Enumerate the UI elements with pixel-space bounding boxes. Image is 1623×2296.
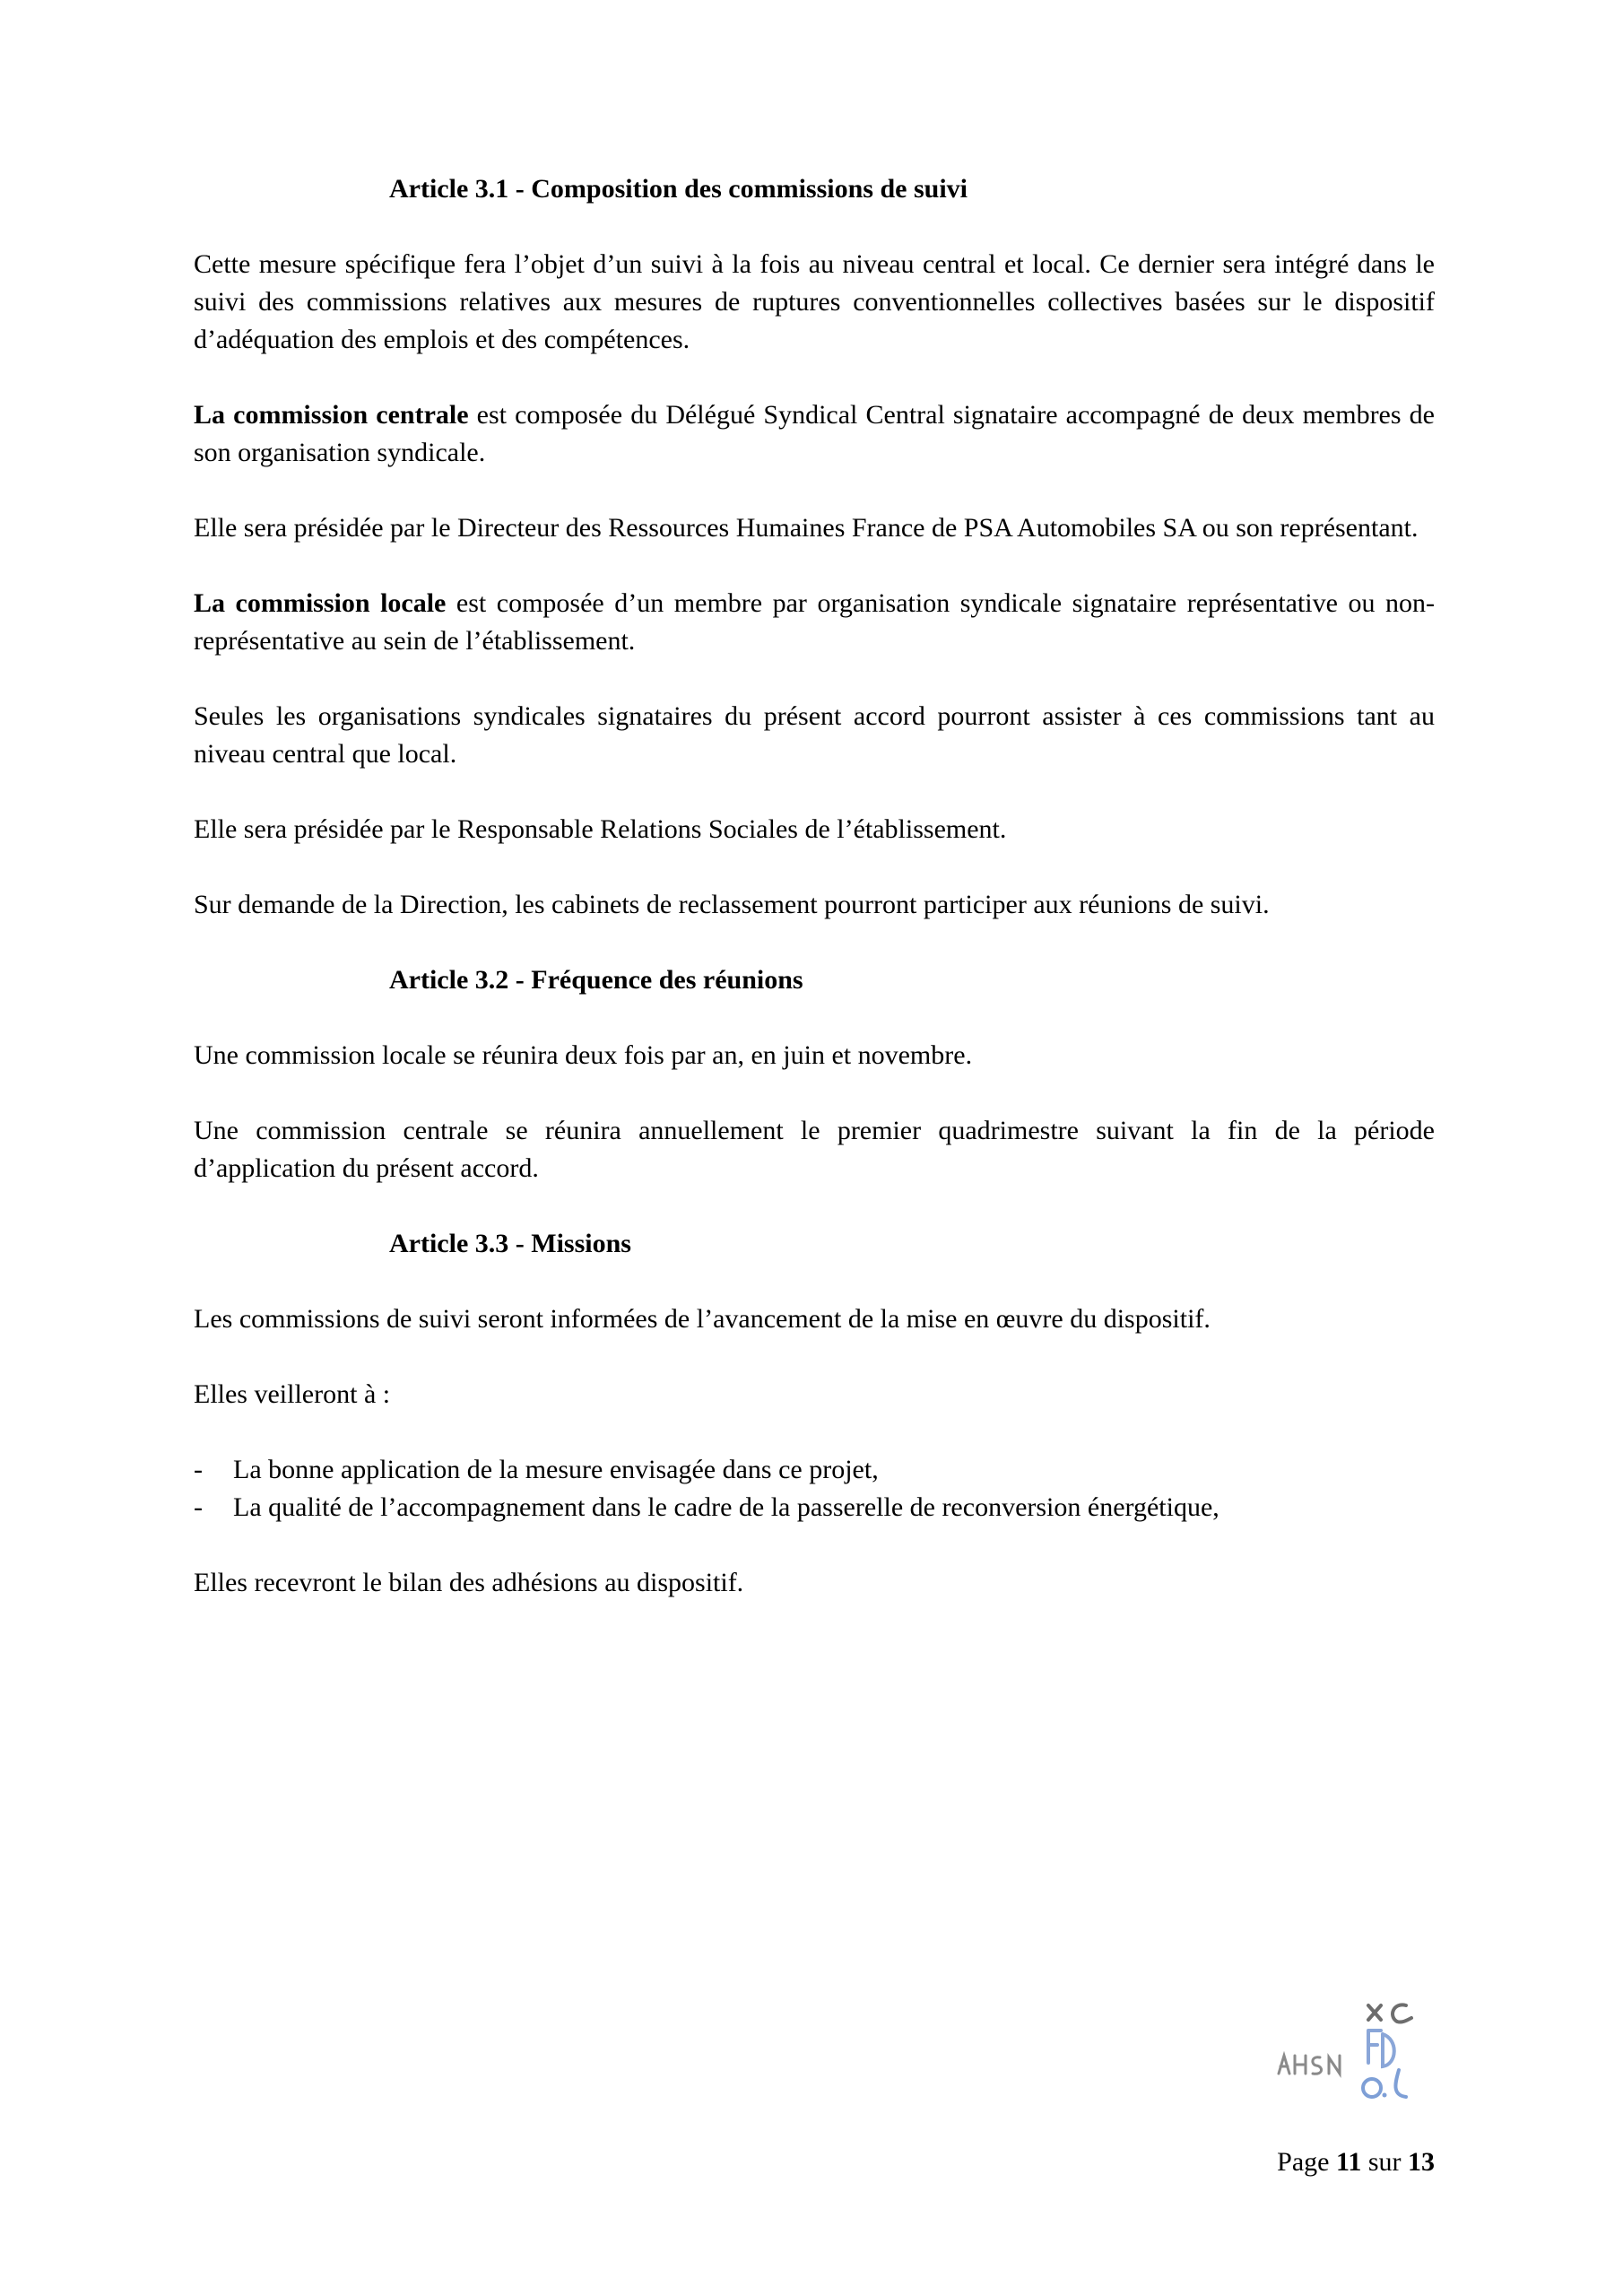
article-3-1-paragraph-4 bbox=[194, 585, 1435, 660]
article-3-1-heading: Article 3.1 - Composition des commissions de suivi bbox=[389, 174, 968, 204]
page-separator: sur bbox=[1367, 2147, 1402, 2177]
article-3-2-paragraph-2: Une commission centrale se réunira annuellement le premier quadrimestre suivant la fin de la période d’application du présent accord. bbox=[194, 1116, 1435, 1183]
page-footer bbox=[1277, 2144, 1435, 2181]
signature-initials bbox=[1271, 1984, 1451, 2118]
article-3-3-paragraph-1: Les commissions de suivi seront informées de l’avancement de la mise en œuvre du dispositif. bbox=[194, 1304, 1211, 1334]
article-3-3-heading: Article 3.3 - Missions bbox=[389, 1229, 631, 1258]
list-item-text: La bonne application de la mesure envisagée dans ce projet, bbox=[233, 1455, 879, 1484]
article-3-2-paragraph-1: Une commission locale se réunira deux fois par an, en juin et novembre. bbox=[194, 1040, 973, 1070]
article-3-1-paragraph-2 bbox=[194, 396, 1435, 472]
page-label: Page bbox=[1277, 2147, 1330, 2177]
list-item bbox=[194, 1451, 1435, 1489]
article-3-3-paragraph-3: Elles recevront le bilan des adhésions au dispositif. bbox=[194, 1568, 744, 1597]
commission-locale-label: La commission locale bbox=[194, 588, 447, 618]
article-3-1-paragraph-5: Seules les organisations syndicales signataires du présent accord pourront assister à ces commissions tant au niveau central que local. bbox=[194, 701, 1435, 769]
list-item-text: La qualité de l’accompagnement dans le cadre de la passerelle de reconversion énergétique, bbox=[233, 1492, 1219, 1522]
list-item bbox=[194, 1489, 1435, 1526]
article-3-1-paragraph-1: Cette mesure spécifique fera l’objet d’un suivi à la fois au niveau central et local. Ce dernier sera intégré dans le suivi des commissions relatives aux mesures de ruptures conventionnelles collectives basées sur le dispositif d’adéquation des emplois et des compétences. bbox=[194, 249, 1435, 354]
dash-bullet: - bbox=[194, 1492, 203, 1522]
page-content bbox=[194, 170, 1435, 1639]
page-number: 11 bbox=[1335, 2147, 1362, 2177]
dash-bullet: - bbox=[194, 1455, 203, 1484]
article-3-1-paragraph-3: Elle sera présidée par le Directeur des Ressources Humaines France de PSA Automobiles SA ou son représentant. bbox=[194, 513, 1419, 543]
commission-centrale-label: La commission centrale bbox=[194, 400, 469, 430]
article-3-3-paragraph-2: Elles veilleront à : bbox=[194, 1379, 391, 1409]
commission-locale-text: est composée d’un membre par organisation syndicale signataire représentative ou non-représentative au sein de l’établissement. bbox=[194, 588, 1436, 656]
page-total: 13 bbox=[1408, 2147, 1435, 2177]
article-3-2-heading: Article 3.2 - Fréquence des réunions bbox=[389, 965, 803, 995]
missions-list bbox=[194, 1451, 1435, 1526]
commission-centrale-text: est composée du Délégué Syndical Central signataire accompagné de deux membres de son organisation syndicale. bbox=[194, 400, 1435, 467]
article-3-1-paragraph-6: Elle sera présidée par le Responsable Relations Sociales de l’établissement. bbox=[194, 814, 1007, 844]
article-3-1-paragraph-7: Sur demande de la Direction, les cabinets de reclassement pourront participer aux réunions de suivi. bbox=[194, 890, 1270, 919]
